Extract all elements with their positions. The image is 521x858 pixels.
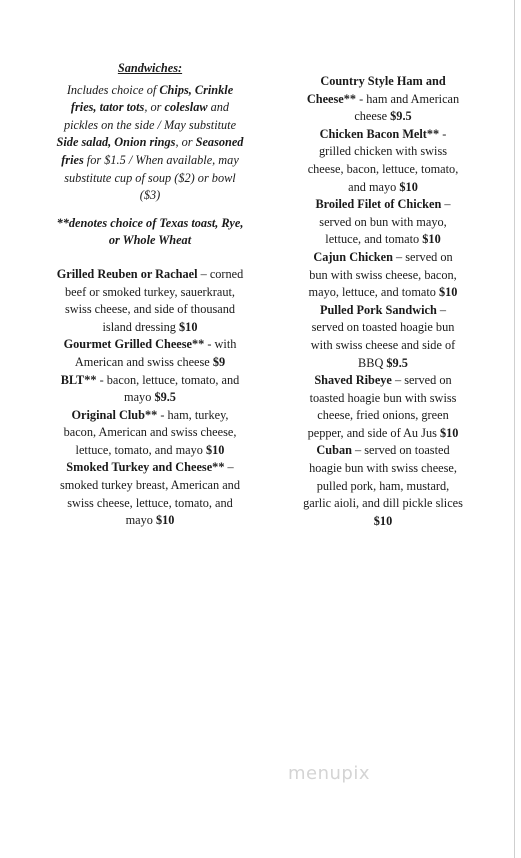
menu-item: [303, 442, 463, 530]
item-desc: – served on bun with swiss cheese, bacon, mayo, lettuce, and tomato: [308, 249, 457, 300]
item-desc: – served on toasted hoagie bun with swiss cheese, fried onions, green pepper, and side of Au Jus: [307, 373, 457, 440]
item-name: Country Style Ham and Cheese**: [306, 74, 446, 106]
item-desc: – corned beef or smoked turkey, sauerkraut, swiss cheese, and side of thousand island dressing: [64, 266, 244, 334]
item-price: $10: [422, 232, 441, 247]
item-desc: – served on bun with mayo, lettuce, and tomato: [319, 197, 451, 247]
item-name: Chicken Bacon Melt**: [319, 126, 440, 141]
item-desc: - with American and swiss cheese: [74, 337, 237, 369]
menu-item: [56, 336, 244, 371]
item-price: $10: [439, 425, 459, 440]
right-column: [303, 73, 463, 530]
item-name: Cuban: [316, 443, 352, 458]
item-desc: – smoked turkey breast, American and swiss cheese, lettuce, tomato, and mayo: [60, 460, 240, 528]
scan-edge: [514, 0, 515, 858]
item-price: $10: [179, 319, 198, 334]
item-price: $9.5: [390, 109, 412, 124]
menu-item: [56, 407, 244, 460]
item-name: Cajun Chicken: [313, 249, 393, 264]
item-name: Gourmet Grilled Cheese**: [63, 337, 205, 352]
item-price: $10: [399, 179, 418, 194]
menu-item: [56, 372, 244, 407]
menu-item: [303, 73, 463, 126]
intro-part: Seasoned fries: [61, 135, 244, 167]
intro-part: for $1.5 / When available, may substitute cup of soup ($2) or bowl ($3): [64, 152, 239, 203]
item-name: Smoked Turkey and Cheese**: [66, 460, 225, 475]
item-price: $10: [155, 513, 175, 528]
item-name: Pulled Pork Sandwich: [319, 302, 437, 317]
spacer: [56, 250, 244, 266]
item-name: BLT**: [60, 372, 97, 387]
bread-choice-note: **denotes choice of Texas toast, Rye, or Whole Wheat: [56, 215, 244, 248]
item-name: Original Club**: [71, 407, 158, 422]
menupix-watermark: menupix: [288, 763, 371, 784]
sides-intro: [56, 82, 244, 205]
item-price: $9.5: [386, 355, 408, 370]
item-desc: - grilled chicken with swiss cheese, bacon, lettuce, tomato, and mayo: [307, 126, 459, 194]
menu-item: [303, 196, 463, 249]
item-desc: – served on toasted hoagie bun with swiss cheese, pulled pork, ham, mustard, garlic aioli, and dill pickle slices: [303, 443, 463, 511]
intro-part: , or: [144, 100, 165, 115]
intro-part: coleslaw: [164, 100, 208, 115]
intro-part: Includes choice of: [66, 82, 160, 97]
menu-item: [56, 459, 244, 529]
item-price: $9.5: [154, 390, 176, 405]
item-desc: - bacon, lettuce, tomato, and mayo: [96, 372, 240, 405]
item-name: Broiled Filet of Chicken: [315, 197, 442, 212]
item-desc: - ham, turkey, bacon, American and swiss cheese, lettuce, tomato, and mayo: [63, 407, 237, 457]
section-heading-sandwiches: Sandwiches:: [117, 61, 183, 75]
item-name: Grilled Reuben or Rachael: [56, 266, 198, 281]
menu-item: [303, 302, 463, 372]
item-desc: - ham and American cheese: [354, 91, 460, 124]
item-price: $10: [439, 285, 458, 300]
item-desc: – served on toasted hoagie bun with swiss cheese and side of BBQ: [310, 302, 456, 370]
menu-item: [303, 372, 463, 442]
item-price: $10: [206, 442, 225, 457]
menu-item: [56, 266, 244, 336]
item-price: $10: [373, 513, 393, 528]
item-name: Shaved Ribeye: [314, 373, 392, 388]
intro-part: Chips, Crinkle fries, tator tots: [70, 82, 234, 115]
left-column: [56, 60, 244, 530]
intro-part: , or: [175, 135, 196, 150]
menu-item: [303, 126, 463, 196]
menu-item: [303, 249, 463, 302]
intro-part: and pickles on the side / May substitute: [63, 100, 237, 132]
item-price: $9: [212, 354, 226, 369]
intro-part: Side salad, Onion rings: [56, 135, 176, 150]
